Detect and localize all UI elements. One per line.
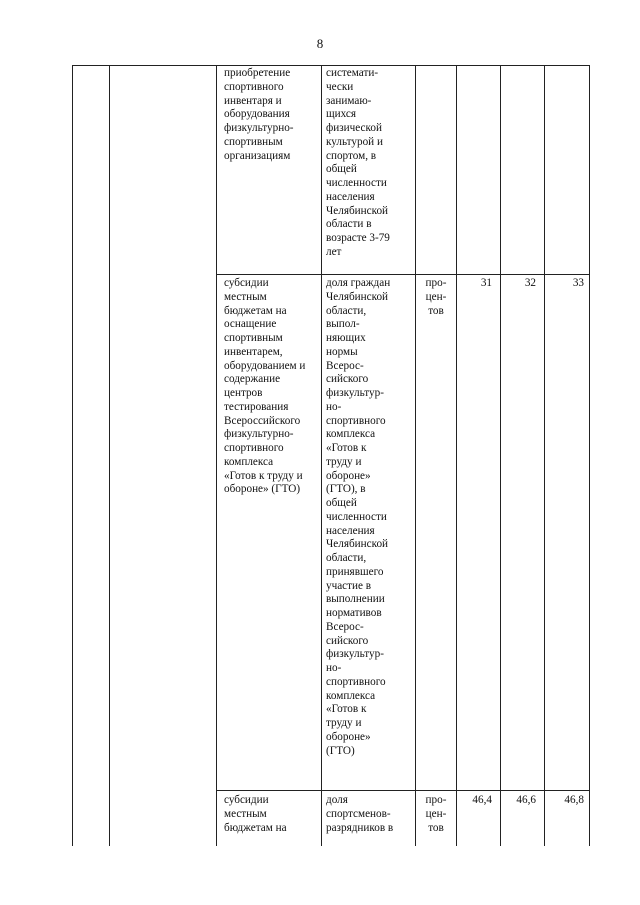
event-cell: приобретение спортивного инвентаря и оборудования физкультурно- спортивным организациям [224,67,294,162]
grid-line [109,65,110,846]
grid-line [216,274,590,275]
grid-line [415,65,416,846]
grid-line [456,65,457,846]
value-cell: 46,8 [564,794,584,806]
grid-line [72,65,73,846]
grid-line [500,65,501,846]
unit-cell: про- цен- тов [425,794,447,834]
value-cell: 33 [572,277,584,289]
value-cell: 46,4 [472,794,492,806]
grid-line [216,65,217,846]
unit-cell: про- цен- тов [425,277,447,317]
grid-line [72,65,590,66]
indicator-cell: доля спортсменов- разрядников в [326,794,394,834]
value-cell: 32 [524,277,536,289]
event-cell: субсидии местным бюджетам на оснащение спортивным инвентарем, оборудованием и содержание центров тестирования Всероссийского физкультурно- спортивного комплекса «Готов к труду и обороне» (ГТО) [224,277,306,496]
value-cell: 31 [480,277,492,289]
value-cell: 46,6 [516,794,536,806]
grid-line [216,790,590,791]
measures-table [72,65,590,846]
grid-line [589,65,590,846]
page-number: 8 [316,36,324,51]
indicator-cell: системати- чески занимаю- щихся физической культурой и спортом, в общей численности населения Челябинской области в возрасте 3-79 лет [326,67,390,258]
event-cell: субсидии местным бюджетам на [224,794,287,834]
grid-line [321,65,322,846]
indicator-cell: доля граждан Челябинской области, выпол- няющих нормы Всерос- сийского физкультур- но- спортивного комплекса «Готов к труду и обороне» (ГТО), в общей численности населения Челябинской области, принявшего участие в выполнении нормативов Всерос- сийского физкультур- но- спортивного комплекса «Готов к труду и обороне» (ГТО) [326,277,391,757]
grid-line [544,65,545,846]
